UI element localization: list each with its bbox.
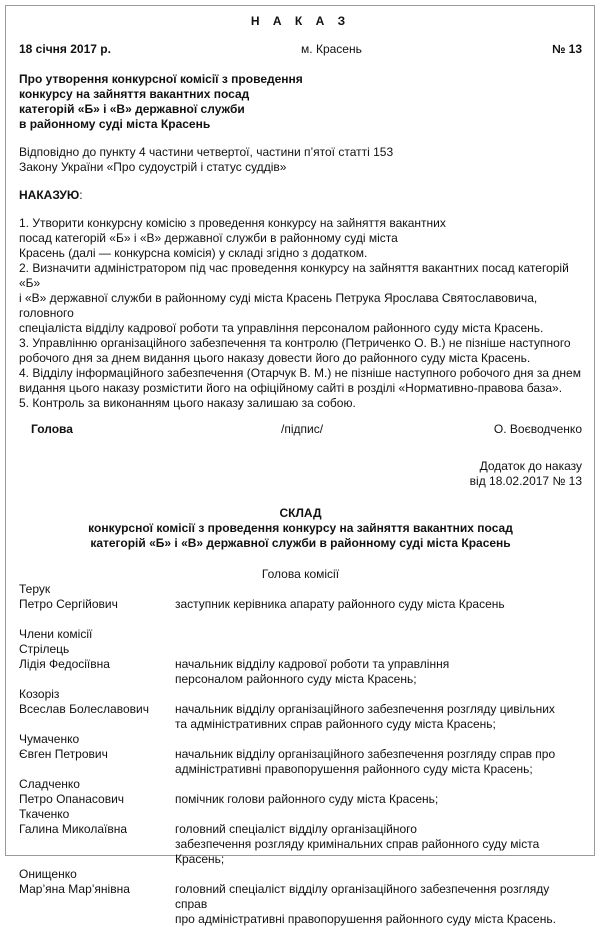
signature-role: Голова	[31, 422, 73, 436]
appendix-line: від 18.02.2017 № 13	[469, 474, 582, 488]
member-surname: Ткаченко	[19, 807, 70, 821]
composition-subtitle-line: категорій «Б» і «В» державної служби в районному суді міста Красень	[90, 536, 511, 550]
member-position	[175, 747, 582, 777]
subject-line: категорій «Б» і «В» державної служби	[19, 102, 245, 116]
order-item-line: 4. Відділу інформаційного забезпечення (Отарчук В. М.) не пізніше наступного робочого дня за днем	[19, 366, 581, 380]
order-item-line: 3. Управлінню організаційного забезпечення та контролю (Петриченко О. В.) не пізніше наступного	[19, 336, 571, 350]
list-item	[19, 822, 582, 867]
signature-block	[19, 422, 582, 437]
basis-line: Відповідно до пункту 4 частини четвертої, частини п’ятої статті 153	[19, 145, 394, 159]
order-item-line: видання цього наказу розмістити його на офіційному сайті в розділі «Нормативно-правова база».	[19, 381, 563, 395]
subject-line: Про утворення конкурсної комісії з проведення	[19, 72, 303, 86]
legal-basis	[19, 145, 582, 175]
order-item-line: 1. Утворити конкурсну комісію з проведення конкурсу на зайняття вакантних	[19, 216, 446, 230]
order-heading	[19, 188, 582, 203]
list-item	[19, 657, 582, 687]
member-position-line: та адміністративних справ районного суду міста Красень;	[175, 717, 496, 731]
order-item-line: 5. Контроль за виконанням цього наказу залишаю за собою.	[19, 396, 356, 410]
document-title: Н А К А З	[250, 14, 351, 28]
signature-mark: /підпис/	[281, 422, 324, 436]
basis-line: Закону України «Про судоустрій і статус суддів»	[19, 160, 287, 174]
appendix-note	[19, 459, 582, 489]
members-label: Члени комісії	[19, 627, 93, 641]
order-items	[19, 216, 582, 411]
order-item-line: 2. Визначити адміністратором під час проведення конкурсу на зайняття вакантних посад категорій «Б»	[19, 261, 569, 290]
member-name: Галина Миколаївна	[19, 822, 128, 836]
member-position-line: головний спеціаліст відділу організаційного	[175, 822, 417, 836]
composition-subtitle-line: конкурсної комісії з проведення конкурсу на зайняття вакантних посад	[88, 521, 513, 535]
member-position-line: начальник відділу організаційного забезпечення розгляду цивільних	[175, 702, 555, 716]
composition-title: СКЛАД	[279, 506, 322, 520]
member-surname: Козоріз	[19, 687, 60, 701]
document-place: м. Красень	[301, 42, 362, 56]
member-position	[175, 822, 582, 867]
chair-label: Голова комісії	[261, 567, 340, 581]
list-item	[19, 702, 582, 732]
member-name: Мар’яна Мар’янівна	[19, 882, 130, 896]
member-surname: Стрілець	[19, 642, 70, 656]
list-item	[19, 597, 582, 612]
order-item-line: Красень (далі — конкурсна комісія) у складі згідно з додатком.	[19, 246, 368, 260]
member-surname: Онищенко	[19, 867, 77, 881]
document-date: 18 січня 2017 р.	[19, 42, 111, 56]
order-item-line: і «В» державної служби в районному суді міста Красень Петрука Ярослава Святославовича, головного	[19, 291, 538, 320]
chair-surname: Терук	[19, 582, 51, 596]
order-item-line: спеціаліста відділу кадрової роботи та управління персоналом районного суду міста Красень.	[19, 321, 544, 335]
member-name: Лідія Федосіївна	[19, 657, 110, 671]
order-word: НАКАЗУЮ	[19, 188, 80, 202]
member-position	[175, 882, 582, 927]
document-number: № 13	[551, 42, 582, 56]
chair-position: заступник керівника апарату районного суду міста Красень	[175, 597, 505, 611]
order-item-line: посад категорій «Б» і «В» державної служби в районному суді міста	[19, 231, 398, 245]
member-position-line: забезпечення розгляду кримінальних справ районного суду міста Красень;	[175, 837, 540, 866]
subject-line: в районному суді міста Красень	[19, 117, 211, 131]
member-name: Петро Опанасович	[19, 792, 125, 806]
document-page	[19, 14, 582, 927]
composition-list	[19, 582, 582, 927]
document-meta	[19, 42, 582, 57]
list-item	[19, 882, 582, 927]
chair-name: Петро Сергійович	[19, 597, 118, 611]
member-position-line: головний спеціаліст відділу організаційного забезпечення розгляду справ	[175, 882, 550, 911]
member-position-line: персоналом районного суду міста Красень;	[175, 672, 417, 686]
order-item-line: робочого дня за днем видання цього наказу довести його до районного суду міста Красень.	[19, 351, 531, 365]
member-position-line: начальник відділу організаційного забезпечення розгляду справ про	[175, 747, 556, 761]
document-subject	[19, 72, 582, 132]
appendix-line: Додаток до наказу	[479, 459, 582, 473]
member-position	[175, 702, 582, 732]
member-position: помічник голови районного суду міста Красень;	[175, 792, 439, 806]
member-surname: Чумаченко	[19, 732, 80, 746]
member-position-line: про адміністративні правопорушення районного суду міста Красень.	[175, 912, 556, 926]
member-name: Всеслав Болеславович	[19, 702, 149, 716]
list-item	[19, 792, 582, 807]
member-position	[175, 657, 582, 687]
member-position-line: адміністративні правопорушення районного суду міста Красень;	[175, 762, 533, 776]
order-colon: :	[79, 188, 83, 202]
member-name: Євген Петрович	[19, 747, 108, 761]
list-item	[19, 747, 582, 777]
member-position-line: начальник відділу кадрової роботи та управління	[175, 657, 450, 671]
signature-name: О. Воєводченко	[493, 422, 582, 436]
composition-subtitle	[19, 521, 582, 551]
subject-line: конкурсу на зайняття вакантних посад	[19, 87, 250, 101]
member-surname: Сладченко	[19, 777, 80, 791]
